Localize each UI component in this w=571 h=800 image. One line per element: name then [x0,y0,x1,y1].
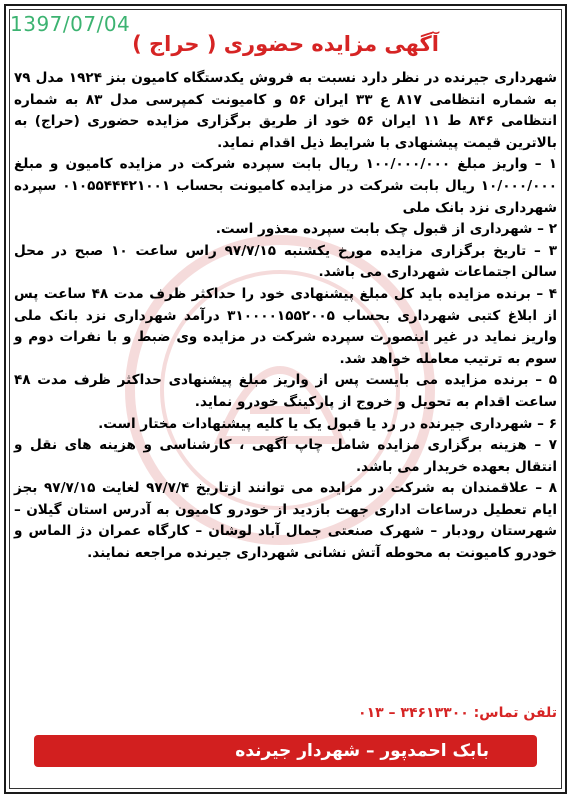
signatory-name: بابک احمدپور – شهردار جیرنده [235,741,489,761]
intro-paragraph: شهرداری جیرنده در نظر دارد نسبت به فروش یکدستگاه کامیون بنز ۱۹۲۴ مدل ۷۹ به شماره انتظامی ۸۱۷ ع ۳۳ ایران ۵۶ و کامیونت کمپرسی مدل ۸۳ به شماره انتظامی ۸۴۶ ط ۱۱ ایران ۵۶ خود از طریق برگزاری مزایده حضوری (حراج) به بالاترین قیمت پیشنهادی با شرایط ذیل اقدام نماید. [14,70,558,151]
condition-5: ۵ – برنده مزایده می بایست پس از واریز مبلغ پیشنهادی حداکثر ظرف مدت ۴۸ ساعت اقدام به تحویل و خروج از پارکینگ خودرو نماید. [14,372,557,410]
contact-phone: تلفن تماس: ۳۴۶۱۳۳۰۰ – ۰۱۳ [358,705,557,721]
condition-3: ۳ – تاریخ برگزاری مزایده مورخ یکشنبه ۹۷/۷/۱۵ راس ساعت ۱۰ صبح در محل سالن اجتماعات شهرداری می باشد. [14,242,557,281]
notice-body [14,68,557,565]
condition-7: ۷ – هزینه برگزاری مزایده شامل چاپ آگهی ، کارشناسی و هزینه های نقل و انتقال بعهده خریدار می باشد. [14,437,557,475]
date-stamp: 1397/07/04 [10,12,131,36]
notice-title: آگهی مزایده حضوری ( حراج ) [132,32,439,56]
condition-1: ۱ – واریز مبلغ ۱۰۰/۰۰۰/۰۰۰ ریال بابت سپرده شرکت در مزایده کامیون و مبلغ ۱۰/۰۰۰/۰۰۰ ریال بابت شرکت در مزایده کامیونت بحساب ۰۱۰۵۵۴۴۴۲۱۰۰۱ سپرده شهرداری نزد بانک ملی [14,156,557,216]
condition-2: ۲ – شهرداری از قبول چک بابت سپرده معذور است. [215,221,557,238]
condition-4: ۴ – برنده مزایده باید کل مبلغ پیشنهادی خود را حداکثر ظرف مدت ۴۸ ساعت پس از ابلاغ کتبی شهرداری بحساب ۳۱۰۰۰۰۱۵۵۲۰۰۵ درآمد شهرداری نزد بانک ملی واریز نماید در غیر اینصورت سپرده شرکت در مزایده وی ضبط و با نفرات دوم و سوم به ترتیب معامله خواهد شد. [14,285,557,367]
signature-band [34,735,537,767]
condition-8: ۸ – علاقمندان به شرکت در مزایده می توانند ازتاریخ ۹۷/۷/۴ لغایت ۹۷/۷/۱۵ بجز ایام تعطیل درساعات اداری جهت بازدید از خودرو کامیون به آدرس استان گیلان – شهرستان رودبار – شهرک صنعتی جمال آباد لوشان – کارگاه عمران دژ الماس و خودرو کامیونت به محوطه آتش نشانی شهرداری جیرنده مراجعه نمایند. [14,480,558,562]
condition-6: ۶ – شهرداری جیرنده در رد یا قبول یک یا کلیه پیشنهادات مختار است. [98,415,557,432]
